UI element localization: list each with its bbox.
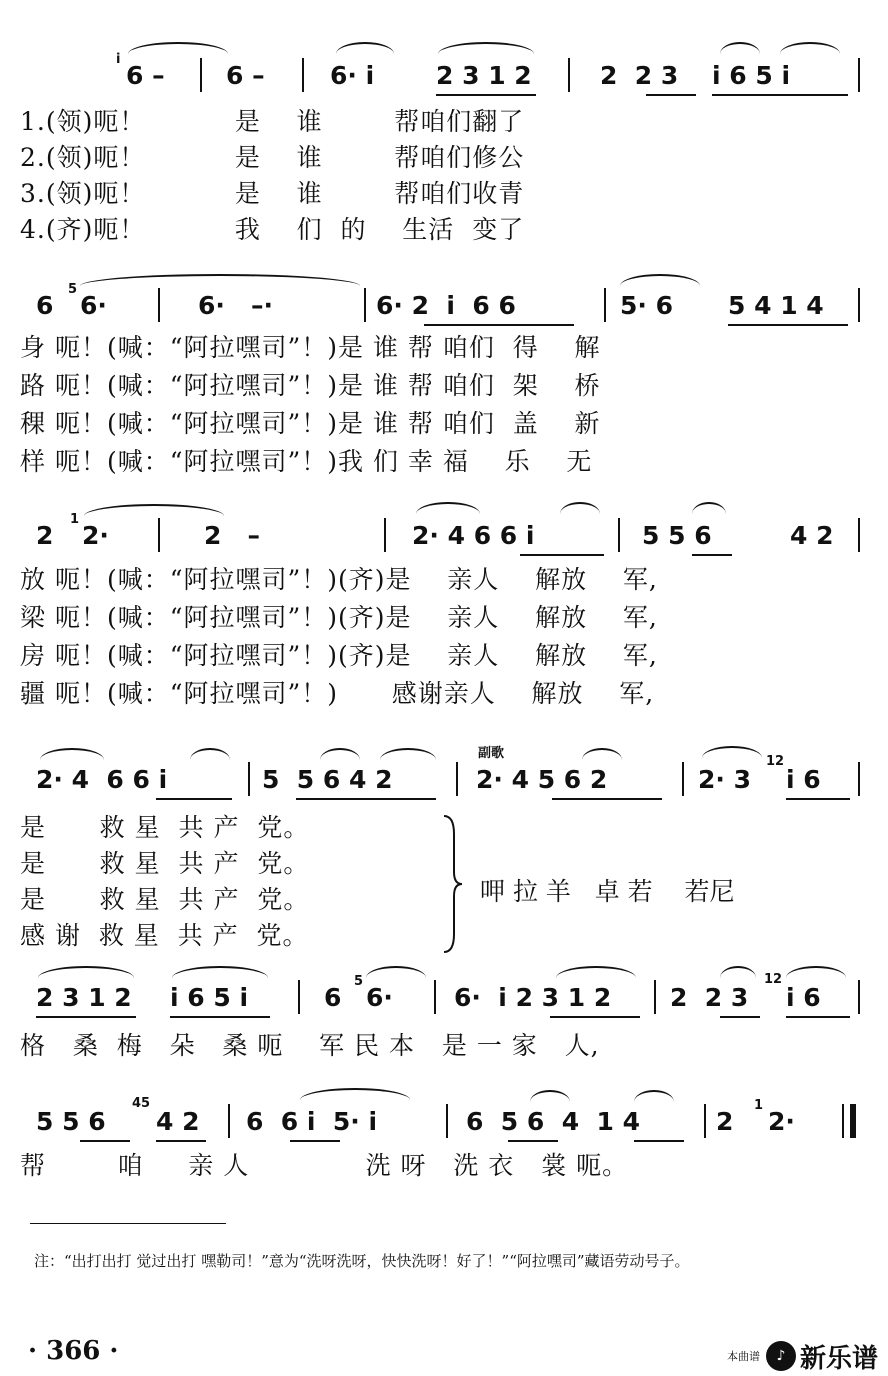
note-group: i 6 5 i [712, 61, 791, 90]
underline [786, 798, 850, 800]
underline [520, 554, 604, 556]
lyric-line: 梁 呃！(喊：“阿拉嘿司”！)(齐)是 亲人 解放 军, [20, 603, 658, 632]
note-group: 6 5 6 4 1 4 [466, 1107, 640, 1136]
underline [508, 1140, 558, 1142]
slur [416, 502, 480, 514]
notes-row [20, 282, 868, 326]
barline [248, 762, 250, 796]
barline [704, 1104, 706, 1138]
barline [858, 980, 860, 1014]
barline [858, 288, 860, 322]
barline [654, 980, 656, 1014]
underline [634, 1140, 684, 1142]
barline [858, 58, 860, 92]
slur [620, 274, 700, 286]
lyric-line: 样 呃！(喊：“阿拉嘿司”！)我 们 幸 福 乐 无 [20, 447, 593, 476]
slur [38, 966, 134, 978]
lyric-line: 是 救 星 共 产 党。 [20, 849, 310, 878]
barline [364, 288, 366, 322]
slur [692, 502, 726, 514]
lyric-line: 帮 咱 亲 人 洗 呀 洗 衣 裳 呃。 [20, 1151, 629, 1180]
note-group: 6· [80, 291, 107, 320]
logo-brand: 新乐谱 [799, 1343, 878, 1374]
slur [720, 42, 760, 54]
brace [442, 814, 464, 954]
underline [36, 1016, 136, 1018]
note-group: 2· 4 6 6 i [412, 521, 535, 550]
note-group: 6 6 i 5· i [246, 1107, 378, 1136]
underline [170, 1016, 270, 1018]
lyric-line: 感 谢 救 星 共 产 党。 [20, 921, 309, 950]
barline [200, 58, 202, 92]
barline [384, 518, 386, 552]
grace-note: 1 [70, 512, 80, 527]
slur [380, 748, 436, 760]
barline [618, 518, 620, 552]
note-group: 2· [82, 521, 109, 550]
note-group: 2 – [204, 521, 261, 550]
note-group: 4 2 [790, 521, 834, 550]
lyric-line: 路 呃！(喊：“阿拉嘿司”！)是 谁 帮 咱们 架 桥 [20, 371, 601, 400]
note-group: 6· [366, 983, 393, 1012]
refrain-lyric: 呷 拉 羊 卓 若 若尼 [480, 877, 735, 906]
barline [858, 762, 860, 796]
underline [786, 1016, 850, 1018]
note-group: 6 – [126, 61, 165, 90]
note-group: 2 [36, 521, 54, 550]
notes-row [20, 512, 868, 556]
underline [296, 798, 436, 800]
barline [604, 288, 606, 322]
barline [302, 58, 304, 92]
chorus-label: 副歌 [478, 746, 505, 761]
footnote-divider [30, 1223, 226, 1224]
slur [720, 966, 756, 978]
note-group: 6 [324, 983, 342, 1012]
lyric-line: 3.(领)呃！ 是 谁 帮咱们收青 [20, 179, 525, 208]
lyric-line: 是 救 星 共 产 党。 [20, 885, 310, 914]
note-group: 2 [716, 1107, 734, 1136]
slur [172, 966, 268, 978]
note-group: 2 2 3 [670, 983, 749, 1012]
notes-row [20, 972, 868, 1018]
underline [552, 798, 662, 800]
notes-row [20, 52, 868, 96]
slur [556, 966, 636, 978]
lyric-line: 疆 呃！(喊：“阿拉嘿司”！) 感谢亲人 解放 军, [20, 679, 655, 708]
note-group: 5 5 6 [642, 521, 712, 550]
note-group: 2 3 1 2 [36, 983, 132, 1012]
note-group: 6· i 2 3 1 2 [454, 983, 612, 1012]
note-group: 6· –· [198, 291, 273, 320]
slur [582, 748, 622, 760]
note-group: 2 3 1 2 [436, 61, 532, 90]
underline [290, 1140, 340, 1142]
slur [128, 42, 228, 54]
underline [728, 324, 848, 326]
slur [40, 748, 104, 760]
grace-note: i̇ [116, 52, 121, 67]
notes-row [20, 1096, 868, 1142]
lyric-line: 放 呃！(喊：“阿拉嘿司”！)(齐)是 亲人 解放 军, [20, 565, 658, 594]
lyric-line: 4.(齐)呃！ 我 们 的 生活 变了 [20, 215, 525, 244]
note-group: 5 5 6 [36, 1107, 106, 1136]
slur [634, 1090, 674, 1102]
slur [80, 274, 360, 286]
note-group: 2· 3 [698, 765, 751, 794]
grace-note: 12 [766, 754, 785, 769]
lyric-line: 是 救 星 共 产 党。 [20, 813, 310, 842]
slur [438, 42, 534, 54]
final-barline-thin [842, 1104, 844, 1138]
slur [702, 746, 762, 758]
barline [682, 762, 684, 796]
lyric-line: 稞 呃！(喊：“阿拉嘿司”！)是 谁 帮 咱们 盖 新 [20, 409, 601, 438]
slur [320, 748, 360, 760]
notes-row [20, 746, 868, 800]
note-group: 4 2 [156, 1107, 200, 1136]
underline [712, 94, 848, 96]
barline [298, 980, 300, 1014]
note-group: 2· 4 6 6 i [36, 765, 168, 794]
note-group: i 6 5 i [170, 983, 249, 1012]
slur [84, 504, 224, 516]
note-group: 6· 2 i 6 6 [376, 291, 516, 320]
underline [80, 1140, 130, 1142]
final-barline-thick [850, 1104, 856, 1138]
grace-note: 12 [764, 972, 783, 987]
barline [456, 762, 458, 796]
barline [434, 980, 436, 1014]
note-group: 5 5 6 4 2 [262, 765, 393, 794]
underline [156, 798, 232, 800]
music-disc-icon: ♪ [766, 1341, 796, 1371]
grace-note: 5 [68, 282, 78, 297]
barline [158, 288, 160, 322]
logo [727, 1336, 878, 1376]
slur [560, 502, 600, 514]
underline [436, 94, 536, 96]
lyric-line: 身 呃！(喊：“阿拉嘿司”！)是 谁 帮 咱们 得 解 [20, 333, 601, 362]
underline [156, 1140, 206, 1142]
slur [530, 1090, 570, 1102]
note-group: i 6 [786, 765, 821, 794]
slur [786, 966, 846, 978]
barline [228, 1104, 230, 1138]
underline [424, 324, 574, 326]
barline [858, 518, 860, 552]
page-number: · 366 · [28, 1336, 119, 1366]
underline [692, 554, 732, 556]
underline [646, 94, 696, 96]
slur [336, 42, 394, 54]
note-group: 6 [36, 291, 54, 320]
note-group: 5· 6 [620, 291, 673, 320]
footnote: 注：“出打出打 觉过出打 嘿勒司！”意为“洗呀洗呀，快快洗呀！好了！”“阿拉嘿司”藏语劳动号子。 [34, 1252, 690, 1270]
slur [300, 1088, 410, 1100]
slur [190, 748, 230, 760]
slur [366, 966, 426, 978]
note-group: 2 2 3 [600, 61, 679, 90]
note-group: 6 – [226, 61, 265, 90]
lyric-line: 房 呃！(喊：“阿拉嘿司”！)(齐)是 亲人 解放 军, [20, 641, 658, 670]
barline [446, 1104, 448, 1138]
note-group: 2· [768, 1107, 795, 1136]
grace-note: 45 [132, 1096, 151, 1111]
lyric-line: 2.(领)呃！ 是 谁 帮咱们修公 [20, 143, 525, 172]
logo-small-text: 本曲谱 [726, 1350, 760, 1363]
grace-note: 1 [754, 1098, 764, 1113]
slur [780, 42, 840, 54]
note-group: 2· 4 5 6 2 [476, 765, 608, 794]
lyric-line: 格 桑 梅 朵 桑 呃 军 民 本 是 一 家 人, [20, 1031, 600, 1060]
note-group: 6· i [330, 61, 375, 90]
underline [720, 1016, 760, 1018]
grace-note: 5 [354, 974, 364, 989]
note-group: 5 4 1 4 [728, 291, 824, 320]
underline [550, 1016, 640, 1018]
barline [158, 518, 160, 552]
lyric-line: 1.(领)呃！ 是 谁 帮咱们翻了 [20, 107, 525, 136]
note-group: i 6 [786, 983, 821, 1012]
barline [568, 58, 570, 92]
